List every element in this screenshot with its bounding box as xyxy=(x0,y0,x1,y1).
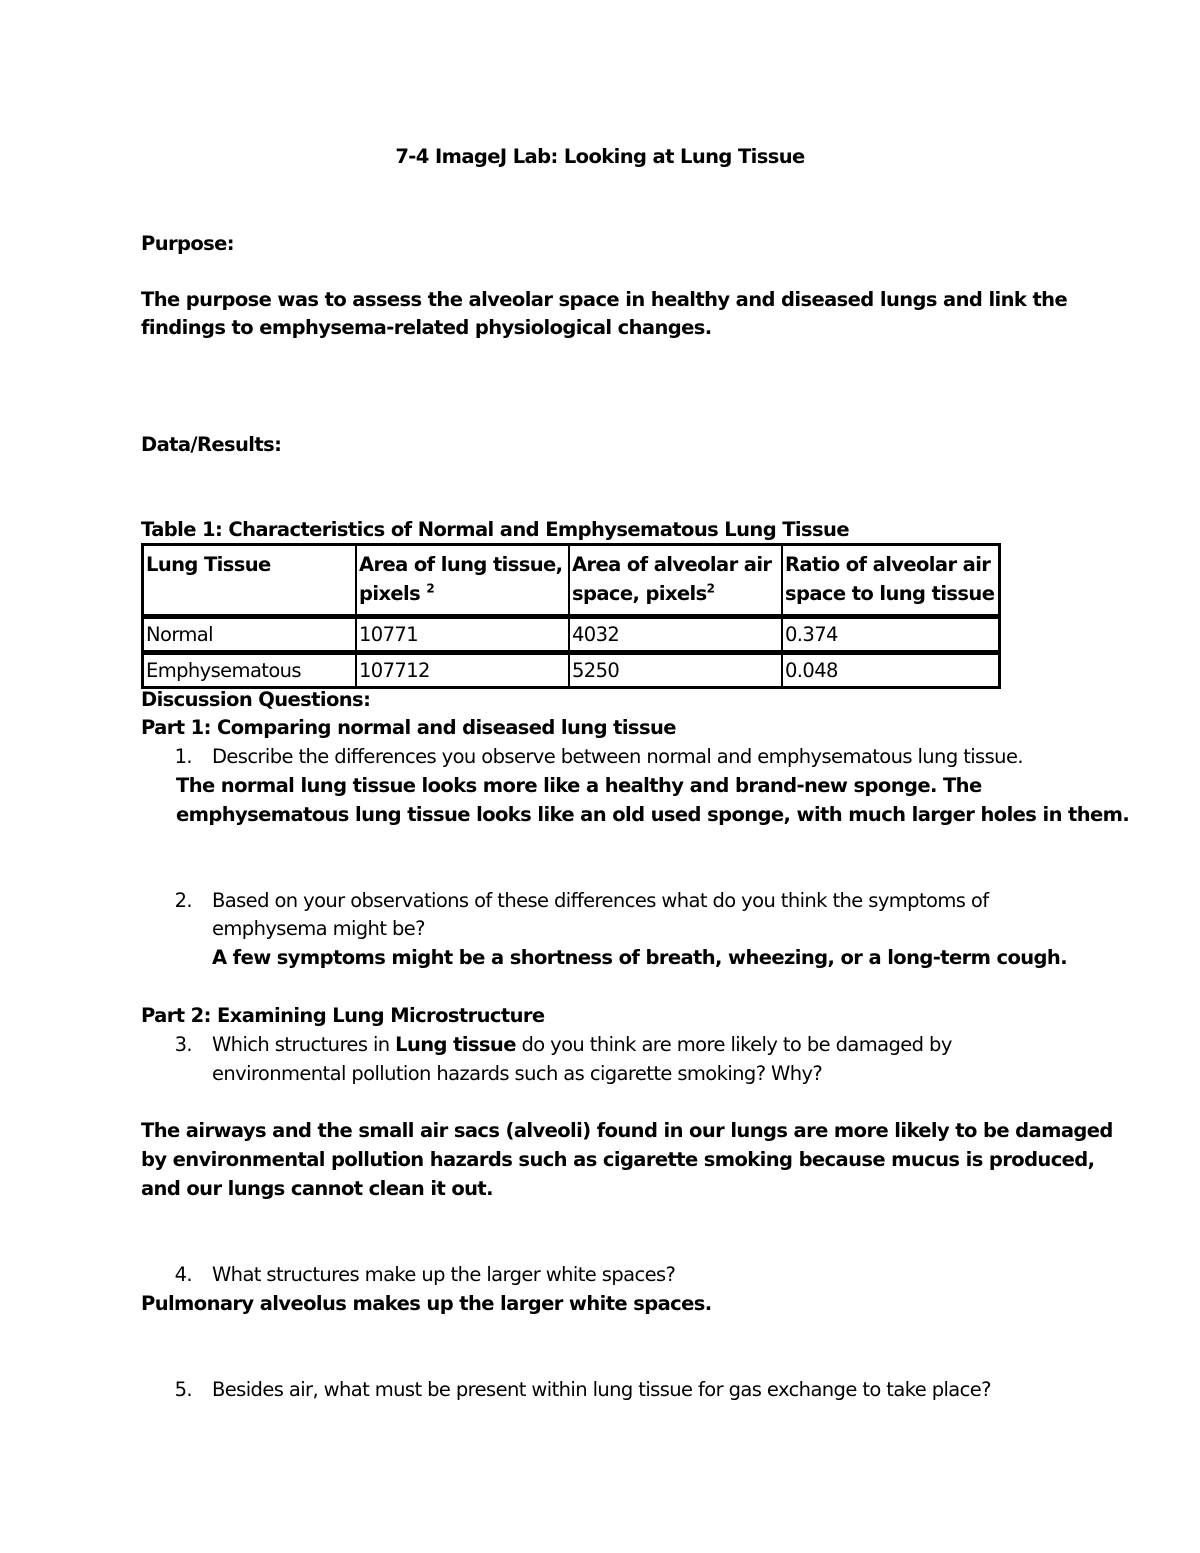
question-2-line1: Based on your observations of these differences what do you think the symptoms of xyxy=(212,889,989,912)
purpose-heading: Purpose: xyxy=(141,232,234,255)
table-row xyxy=(143,618,999,654)
table-cell: 107712 xyxy=(356,654,569,687)
table-caption: Table 1: Characteristics of Normal and Emphysematous Lung Tissue xyxy=(141,518,849,541)
question-3-line1: Which structures in Lung tissue do you think are more likely to be damaged by xyxy=(212,1033,952,1056)
answer-3-line1: The airways and the small air sacs (alveoli) found in our lungs are more likely to be damaged xyxy=(141,1119,1113,1142)
table-header-cell xyxy=(143,545,356,618)
table-header-row xyxy=(143,545,999,618)
discussion-heading: Discussion Questions: xyxy=(141,688,371,711)
answer-1-line2: emphysematous lung tissue looks like an old used sponge, with much larger holes in them. xyxy=(176,803,1130,826)
header-line2: space to lung tissue xyxy=(785,582,995,605)
table-cell: 10771 xyxy=(356,618,569,654)
header-line2: pixels xyxy=(359,582,427,605)
header-line1: Ratio of alveolar air xyxy=(785,553,991,576)
table-header-cell xyxy=(569,545,782,618)
header-superscript: 2 xyxy=(706,581,715,596)
table-header-cell xyxy=(782,545,999,618)
question-1-text: Describe the differences you observe between normal and emphysematous lung tissue. xyxy=(212,745,1023,768)
question-number: 2. xyxy=(174,889,192,912)
answer-4: Pulmonary alveolus makes up the larger white spaces. xyxy=(141,1292,712,1315)
question-number: 5. xyxy=(174,1378,192,1401)
purpose-text-line2: findings to emphysema-related physiological changes. xyxy=(141,316,712,339)
answer-1-line1: The normal lung tissue looks more like a healthy and brand-new sponge. The xyxy=(176,774,982,797)
question-2-line2: emphysema might be? xyxy=(212,917,425,940)
lung-tissue-table xyxy=(141,543,1001,689)
header-line1: Area of alveolar air xyxy=(572,553,772,576)
question-4-text: What structures make up the larger white spaces? xyxy=(212,1263,676,1286)
results-heading: Data/Results: xyxy=(141,433,282,456)
answer-3-line2: by environmental pollution hazards such as cigarette smoking because mucus is produced, xyxy=(141,1148,1095,1171)
table-cell: 5250 xyxy=(569,654,782,687)
part1-heading: Part 1: Comparing normal and diseased lung tissue xyxy=(141,716,676,739)
question-number: 3. xyxy=(174,1033,192,1056)
answer-2: A few symptoms might be a shortness of breath, wheezing, or a long-term cough. xyxy=(212,946,1067,969)
table-cell: 0.048 xyxy=(782,654,999,687)
table-cell: 4032 xyxy=(569,618,782,654)
question-3-line2: environmental pollution hazards such as cigarette smoking? Why? xyxy=(212,1062,823,1085)
header-line1: Lung Tissue xyxy=(146,553,271,576)
purpose-text-line1: The purpose was to assess the alveolar space in healthy and diseased lungs and link the xyxy=(141,288,1068,311)
question-number: 1. xyxy=(174,745,192,768)
document-title: 7-4 ImageJ Lab: Looking at Lung Tissue xyxy=(395,145,805,168)
answer-3-line3: and our lungs cannot clean it out. xyxy=(141,1177,493,1200)
table-cell: Emphysematous xyxy=(143,654,356,687)
table-header-cell xyxy=(356,545,569,618)
table-cell: Normal xyxy=(143,618,356,654)
question-5-text: Besides air, what must be present within lung tissue for gas exchange to take place? xyxy=(212,1378,991,1401)
table-row xyxy=(143,654,999,687)
header-line2: space, pixels xyxy=(572,582,707,605)
header-line1: Area of lung tissue, xyxy=(359,553,563,576)
question-number: 4. xyxy=(174,1263,192,1286)
header-superscript: 2 xyxy=(426,581,435,596)
part2-heading: Part 2: Examining Lung Microstructure xyxy=(141,1004,545,1027)
table-cell: 0.374 xyxy=(782,618,999,654)
